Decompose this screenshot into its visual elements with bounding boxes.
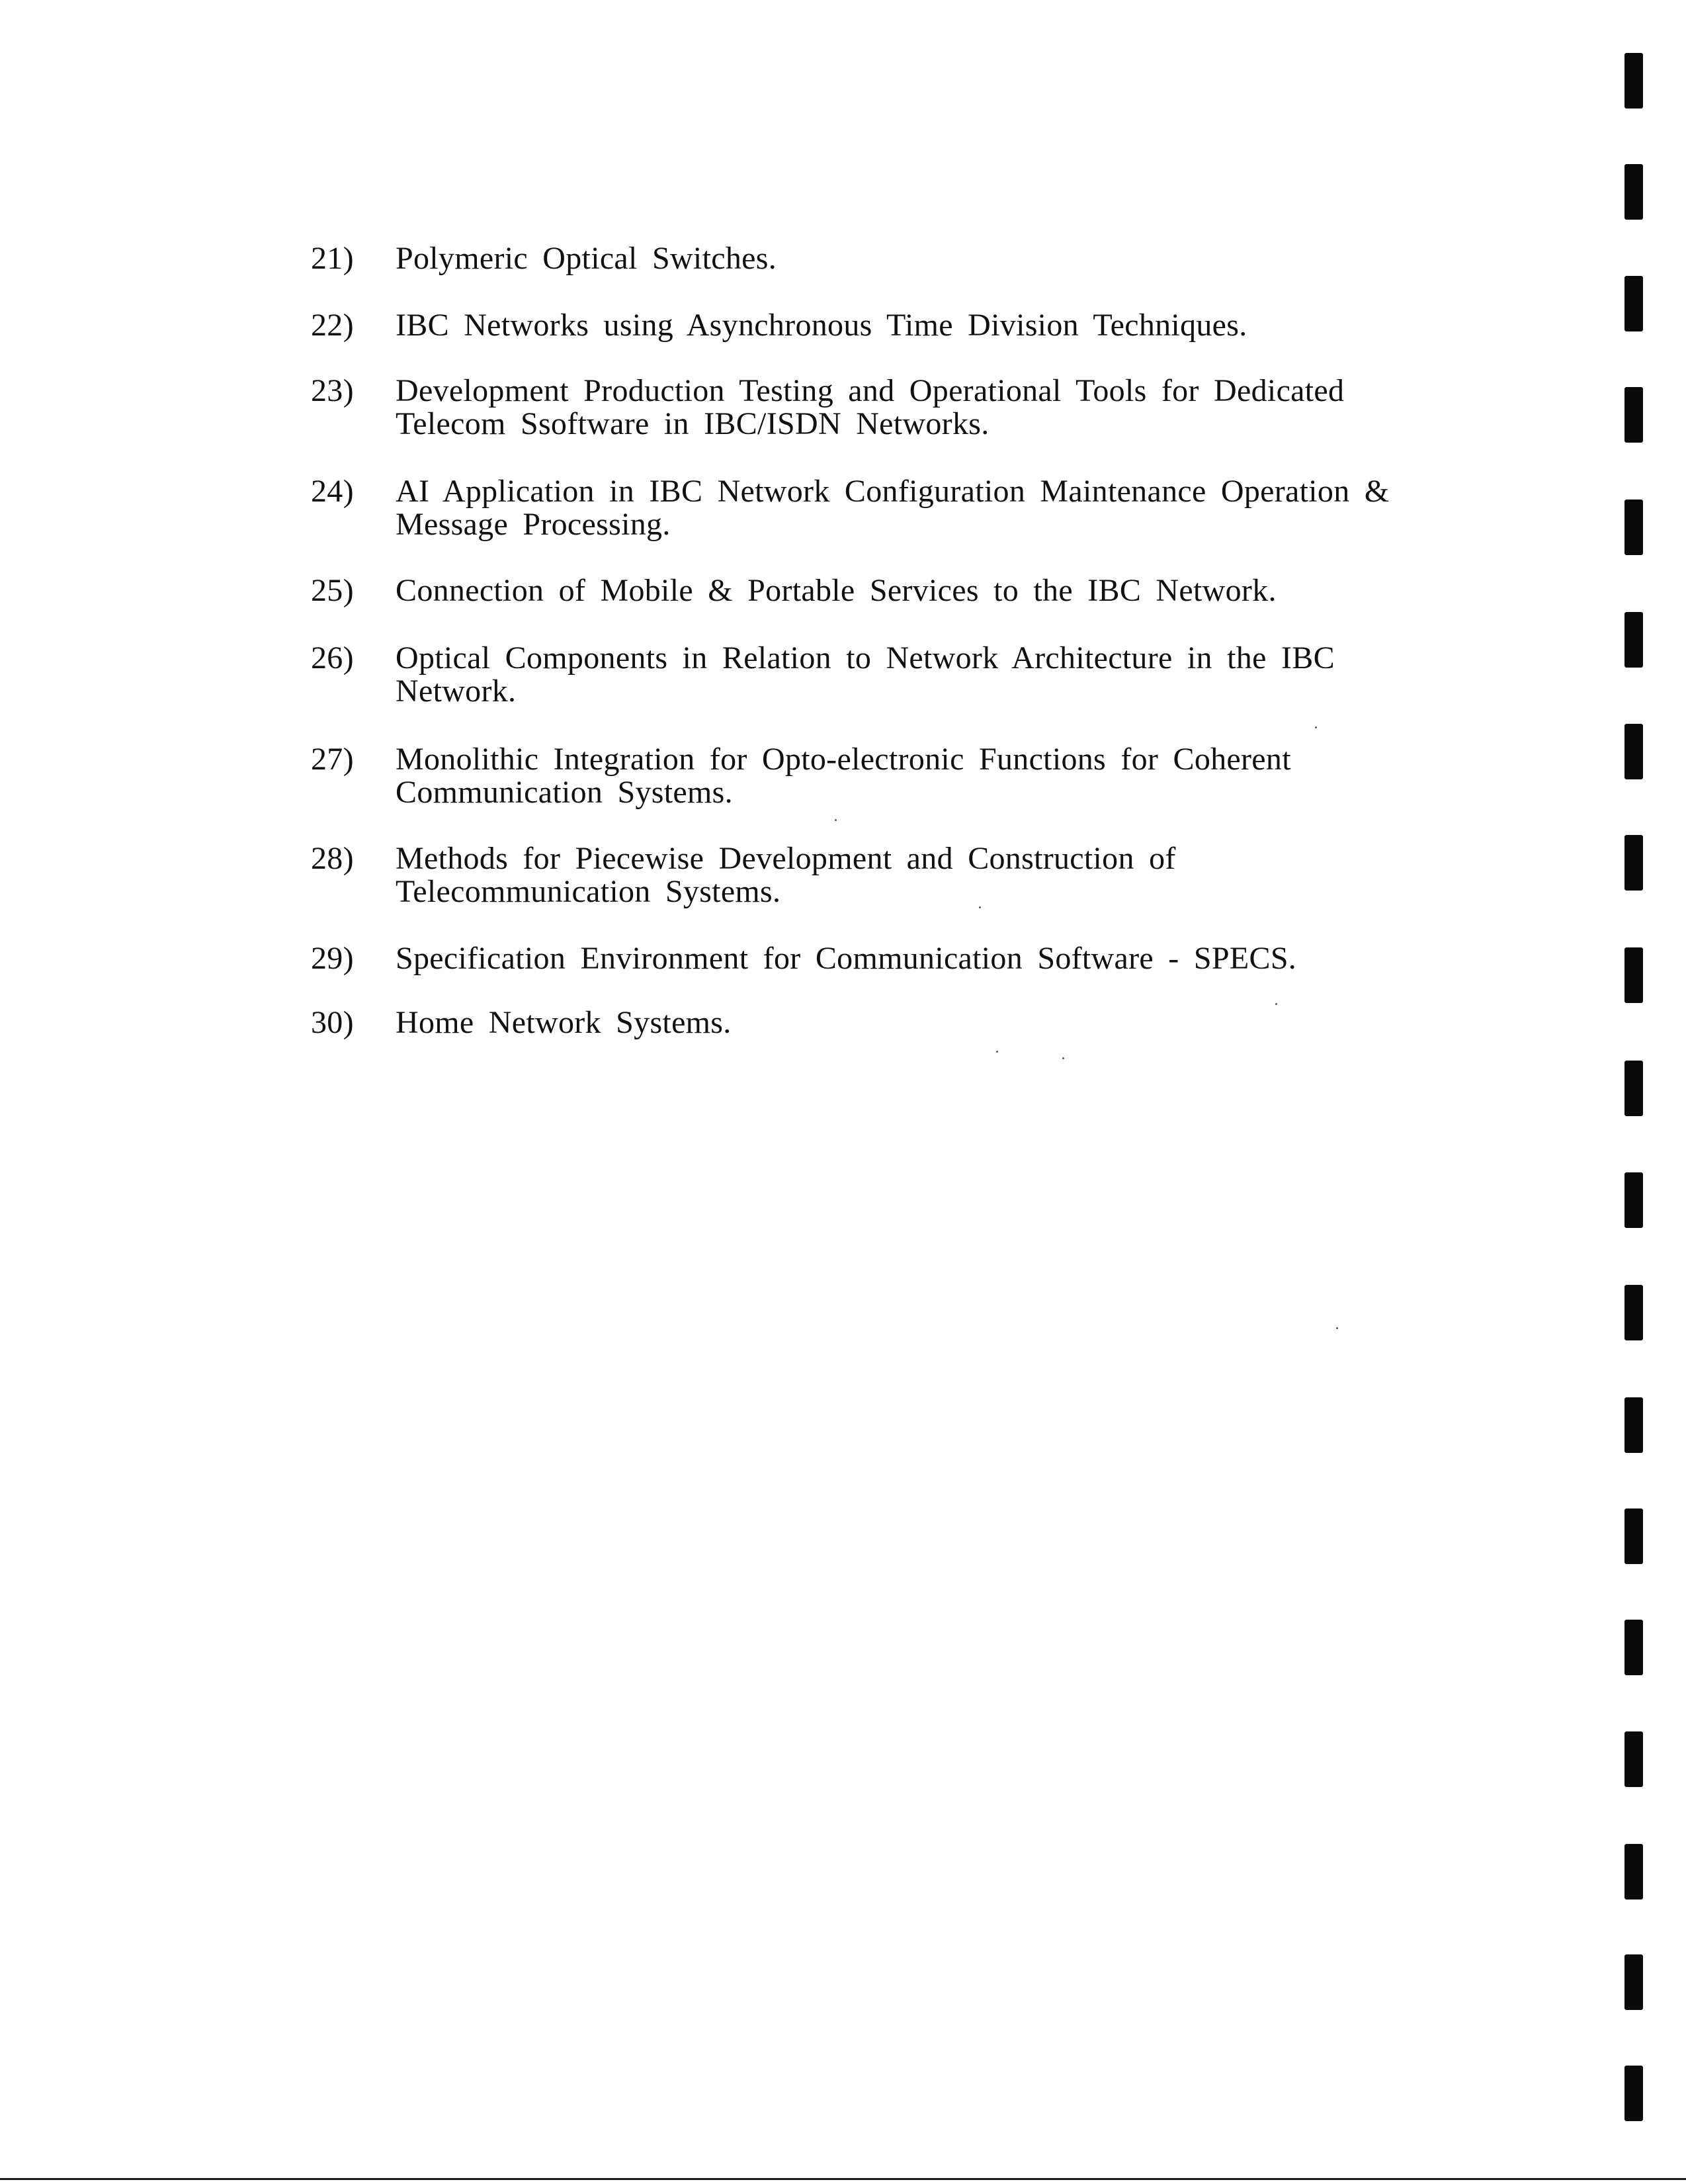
list-item	[311, 743, 1515, 809]
scan-speck	[1275, 1003, 1277, 1005]
binding-mark	[1624, 276, 1643, 331]
list-item	[311, 574, 1515, 607]
binding-mark	[1624, 164, 1643, 220]
item-text: AI Application in IBC Network Configuration Maintenance Operation & Message Processing.	[396, 474, 1390, 542]
item-number: 29)	[311, 941, 354, 976]
item-text: IBC Networks using Asynchronous Time Division Techniques.	[396, 308, 1247, 343]
binding-mark	[1624, 1172, 1643, 1228]
binding-mark	[1624, 2066, 1643, 2121]
binding-mark	[1624, 1508, 1643, 1564]
bottom-edge-rule	[0, 2178, 1686, 2180]
scan-speck	[1062, 1057, 1064, 1059]
binding-mark	[1624, 53, 1643, 109]
binding-mark	[1624, 500, 1643, 555]
scan-speck	[979, 906, 981, 908]
binding-mark	[1624, 612, 1643, 668]
item-text: Development Production Testing and Operational Tools for Dedicated Telecom Ssoftware in IBC/ISDN Networks.	[396, 373, 1345, 441]
binding-mark	[1624, 1061, 1643, 1116]
item-number: 27)	[311, 742, 354, 777]
binding-mark	[1624, 1620, 1643, 1675]
item-number: 26)	[311, 640, 354, 676]
binding-mark	[1624, 1844, 1643, 1900]
item-text: Optical Components in Relation to Network Architecture in the IBC Network.	[396, 640, 1335, 709]
item-number: 21)	[311, 241, 354, 276]
binding-mark	[1624, 947, 1643, 1003]
list-item	[311, 374, 1515, 441]
scan-speck	[1336, 1327, 1338, 1329]
item-number: 28)	[311, 841, 354, 876]
item-text: Home Network Systems.	[396, 1005, 732, 1040]
binding-mark	[1624, 1397, 1643, 1453]
list-item	[311, 642, 1515, 708]
binding-mark	[1624, 1731, 1643, 1787]
list-item	[311, 1006, 1515, 1039]
binding-mark	[1624, 1954, 1643, 2010]
item-number: 24)	[311, 474, 354, 509]
item-number: 22)	[311, 308, 354, 343]
binding-mark	[1624, 724, 1643, 779]
item-text: Specification Environment for Communication Software - SPECS.	[396, 941, 1297, 976]
item-text: Connection of Mobile & Portable Services to the IBC Network.	[396, 573, 1277, 608]
item-number: 30)	[311, 1005, 354, 1040]
list-item	[311, 475, 1515, 541]
binding-mark	[1624, 835, 1643, 891]
item-text: Methods for Piecewise Development and Construction of Telecommunication Systems.	[396, 841, 1176, 909]
scan-speck	[1315, 726, 1317, 728]
list-item	[311, 309, 1515, 342]
item-text: Monolithic Integration for Opto-electronic Functions for Coherent Communication Systems.	[396, 742, 1291, 810]
scan-speck	[996, 1051, 998, 1053]
list-item	[311, 242, 1515, 275]
item-number: 23)	[311, 373, 354, 408]
item-number: 25)	[311, 573, 354, 608]
list-item	[311, 842, 1515, 908]
item-text: Polymeric Optical Switches.	[396, 241, 777, 276]
binding-mark	[1624, 387, 1643, 443]
binding-mark	[1624, 1285, 1643, 1340]
scan-speck	[835, 819, 837, 821]
list-item	[311, 942, 1515, 975]
